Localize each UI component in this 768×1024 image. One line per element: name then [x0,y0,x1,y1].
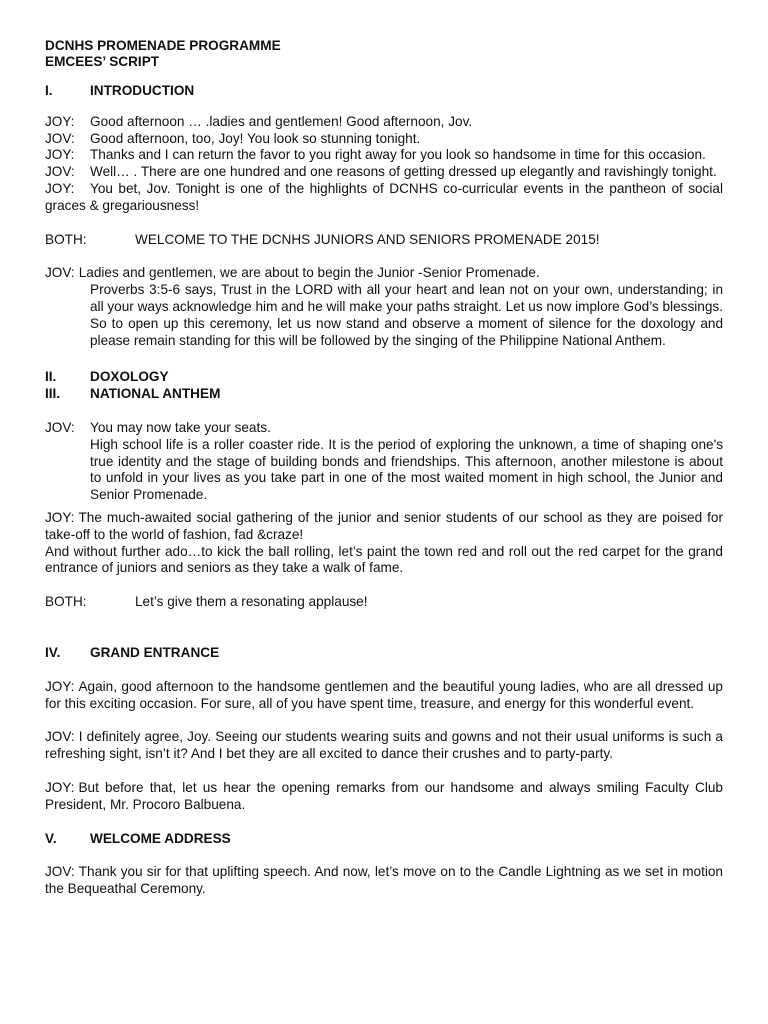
speaker: JOY: [45,147,75,163]
speaker: BOTH: [45,594,87,610]
further-paragraph: And without further ado…to kick the ball rolling, let’s paint the town red and roll out the red carpet for the grand entrance of juniors and seniors as they take a walk of fame. [45,543,723,576]
both-line [45,594,723,611]
speaker: BOTH: [45,231,87,247]
speaker: JOV: [45,265,75,281]
section-heading-doxology [45,369,723,386]
script-line [45,164,723,181]
section-number: II. [45,369,57,385]
line-text: The much-awaited social gathering of the junior and senior students of our school as they are poised for take-off to the world of fashion, fad &craze! [45,509,723,542]
line-text: Good afternoon … .ladies and gentlemen! Good afternoon, Jov. [90,113,473,129]
script-line [45,420,723,437]
line-text: Thank you sir for that uplifting speech. And now, let’s move on to the Candle Lightning as we set in motion the Bequeathal Ceremony. [45,864,723,897]
script-line [45,780,723,814]
section-title: GRAND ENTRANCE [90,644,220,660]
section-heading-grand-entrance [45,645,723,662]
both-line [45,232,723,249]
section-number: I. [45,83,53,98]
script-line [45,679,723,713]
section-number: III. [45,386,61,402]
line-text: Ladies and gentlemen, we are about to begin the Junior -Senior Promenade. [78,265,540,281]
line-text: You bet, Jov. Tonight is one of the highlights of DCNHS co-curricular events in the pantheon of social graces & gregariousness! [45,180,723,213]
script-line [45,265,723,282]
section-number: V. [45,830,57,846]
speaker: JOY: [45,509,75,525]
section-heading-national-anthem [45,386,723,403]
section-title: NATIONAL ANTHEM [90,386,221,402]
section-title: WELCOME ADDRESS [90,830,231,846]
speaker: JOV: [45,130,75,146]
line-text: Again, good afternoon to the handsome gentlemen and the beautiful young ladies, who are all dressed up for this exciting occasion. For sure, all of you have spent time, treasure, and energy for this wonderful event. [45,678,723,711]
line-text: Well… . There are one hundred and one reasons of getting dressed up elegantly and ravishingly tonight. [90,164,717,180]
line-text: Thanks and I can return the favor to you right away for you look so handsome in time for this occasion. [90,147,706,163]
script-line [45,114,723,131]
script-line [45,181,723,215]
section-number: IV. [45,644,61,660]
speaker: JOY: [45,779,75,795]
line-text: I definitely agree, Joy. Seeing our students wearing suits and gowns and not their usual uniforms is such a refreshing sight, isn’t it? And I bet they are all excited to dance their crushes and to party-party. [45,729,723,762]
speaker: JOV: [45,864,75,880]
line-text: Good afternoon, too, Joy! You look so stunning tonight. [90,130,421,146]
script-line [45,147,723,164]
script-line [45,510,723,544]
line-text: But before that, let us hear the opening remarks from our handsome and always smiling Faculty Club President, Mr. Procoro Balbuena. [45,779,723,812]
section-title: DOXOLOGY [90,369,169,385]
document-subtitle: EMCEES’ SCRIPT [45,53,160,69]
proverbs-paragraph: Proverbs 3:5-6 says, Trust in the LORD with all your heart and lean not on your own, understanding; in all your ways acknowledge him and he will make your paths straight. Let us now implore God’s blessings. So to open up this ceremony, let us now stand and observe a moment of silence for the doxology and please remain standing for this will be followed by the singing of the Philippine National Anthem. [90,282,723,348]
script-line [45,864,723,898]
script-line [45,729,723,763]
speaker: JOV: [45,419,75,435]
speaker: JOV: [45,164,75,180]
document-page [45,38,723,898]
line-text: Let’s give them a resonating applause! [135,594,368,610]
section-title: INTRODUCTION [90,83,195,98]
section-heading-welcome-address [45,831,723,848]
speaker: JOY: [45,678,75,694]
document-title: DCNHS PROMENADE PROGRAMME [45,38,281,53]
speaker: JOY: [45,113,75,129]
speaker: JOY: [45,180,75,196]
highschool-paragraph: High school life is a roller coaster ride. It is the period of exploring the unknown, a time of shaping one's true identity and the stage of building bonds and friendships. This afternoon, another milestone is about to unfold in your lives as you take part in one of the most waited moment in high school, the Junior and Senior Promenade. [90,436,723,503]
speaker: JOV: [45,729,75,745]
line-text: You may now take your seats. [90,419,271,435]
script-line [45,131,723,148]
section-heading-introduction [45,83,723,100]
line-text: WELCOME TO THE DCNHS JUNIORS AND SENIORS PROMENADE 2015! [135,231,600,247]
